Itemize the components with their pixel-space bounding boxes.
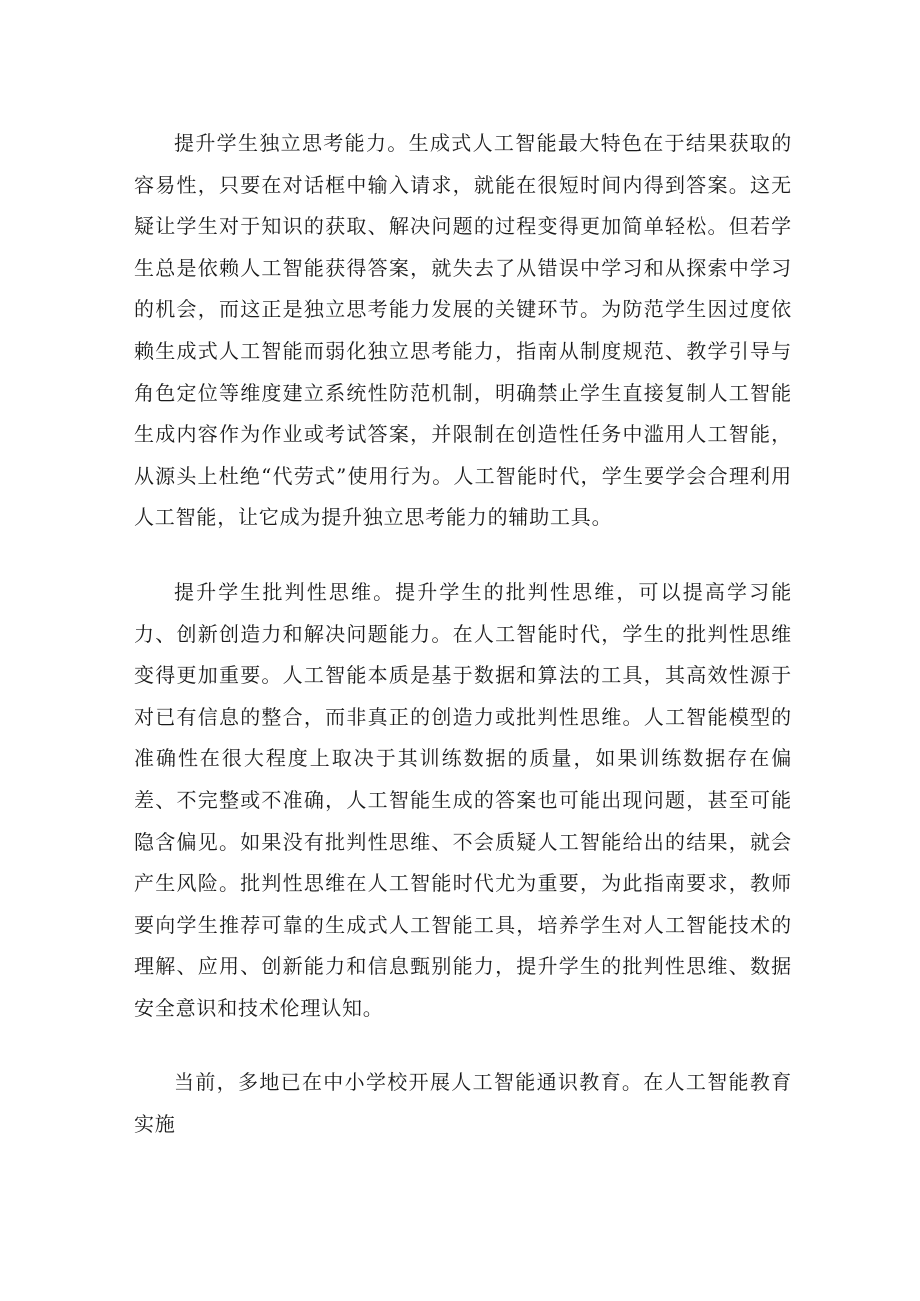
paragraph-independent-thinking: 提升学生独立思考能力。生成式人工智能最大特色在于结果获取的容易性，只要在对话框中输入请求，就能在很短时间内得到答案。这无疑让学生对于知识的获取、解决问题的过程变得更加简单轻松。但若学生总是依赖人工智能获得答案，就失去了从错误中学习和从探索中学习的机会，而这正是独立思考能力发展的关键环节。为防范学生因过度依赖生成式人工智能而弱化独立思考能力，指南从制度规范、教学引导与角色定位等维度建立系统性防范机制，明确禁止学生直接复制人工智能生成内容作为作业或考试答案，并限制在创造性任务中滥用人工智能，从源头上杜绝“代劳式”使用行为。人工智能时代，学生要学会合理利用人工智能，让它成为提升独立思考能力的辅助工具。 bbox=[134, 131, 792, 530]
body-text bbox=[134, 123, 792, 1146]
paragraph-critical-thinking: 提升学生批判性思维。提升学生的批判性思维，可以提高学习能力、创新创造力和解决问题能力。在人工智能时代，学生的批判性思维变得更加重要。人工智能本质是基于数据和算法的工具，其高效性源于对已有信息的整合，而非真正的创造力或批判性思维。人工智能模型的准确性在很大程度上取决于其训练数据的质量，如果训练数据存在偏差、不完整或不准确，人工智能生成的答案也可能出现问题，甚至可能隐含偏见。如果没有批判性思维、不会质疑人工智能给出的结果，就会产生风险。批判性思维在人工智能时代尤为重要，为此指南要求，教师要向学生推荐可靠的生成式人工智能工具，培养学生对人工智能技术的理解、应用、创新能力和信息甄别能力，提升学生的批判性思维、数据安全意识和技术伦理认知。 bbox=[134, 579, 792, 1020]
paragraph-ai-education: 当前，多地已在中小学校开展人工智能通识教育。在人工智能教育实施 bbox=[134, 1070, 792, 1137]
